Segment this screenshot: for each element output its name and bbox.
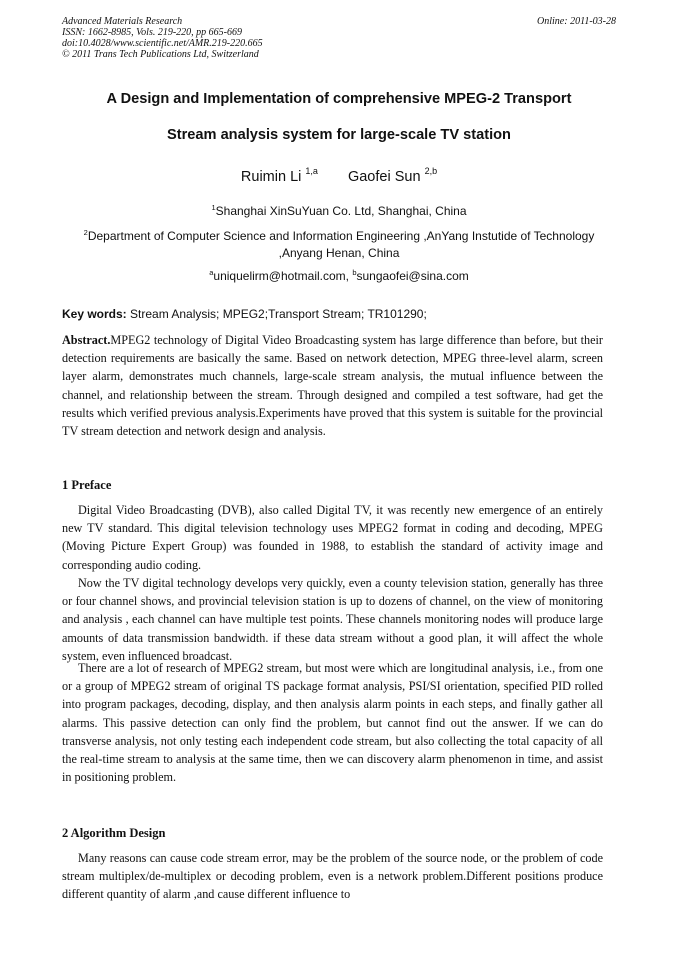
abstract-label: Abstract.: [62, 333, 111, 347]
preface-paragraph-1: Digital Video Broadcasting (DVB), also called Digital TV, it was recently new emergence of an entirely new TV standard. This digital television technology uses MPEG2 format in coding and decoding, MPEG (Moving Picture Expert Group) was founded in 1988, to establish the standard of activity image and corresponding audio coding.: [62, 503, 603, 572]
paper-title-line-2: Stream analysis system for large-scale TV station: [167, 127, 511, 143]
paper-title-line-1: A Design and Implementation of comprehensive MPEG-2 Transport: [106, 91, 572, 107]
affiliation-2-cont: ,Anyang Henan, China: [278, 246, 400, 260]
journal-header: [62, 16, 616, 60]
author-affil-marker: 2,b: [424, 166, 438, 176]
issn-line: ISSN: 1662-8985, Vols. 219-220, pp 665-669: [62, 27, 242, 38]
affiliation-marker: 1: [211, 203, 216, 212]
preface-paragraph-3: There are a lot of research of MPEG2 stream, but most were which are longitudinal analysis, i.e., from one or a group of MPEG2 stream of original TS package format analysis, PSI/SI orientation, specified PID rolled into program packages, decoding, display, and then analysis alarm points in each steps, and finally gather all alarms. This passive detection can only find the problem, but cannot find out the answer. If we can do transverse analysis, not only testing each independent code stream, but also collecting the total capacity of all the real-time stream to analysis at the same time, then we can discovery alarm phenomenon in time, and assist in positioning problem.: [62, 661, 603, 785]
author-name: Ruimin Li: [240, 169, 302, 185]
email-a: uniquelirm@hotmail.com,: [213, 269, 353, 283]
affiliation-text: Department of Computer Science and Information Engineering ,AnYang Instutide of Technology: [87, 229, 595, 243]
keywords: [62, 307, 622, 321]
section-heading-algorithm: 2 Algorithm Design: [62, 826, 166, 840]
abstract-text: MPEG2 technology of Digital Video Broadcasting system has large difference than before, but their detection requirements are basically the same. Based on network detection, MPEG three-level alarm, screen layer alarm, demonstrates much channels, large-scale stream analysis, the mutual influence between the channel, and relationship between the stream. Through designed and compiled a test software, had get the results which verified previous analysis.Experiments have proved that this system is suitable for the provincial TV stream detection and network design and analysis.: [62, 333, 603, 439]
email-b: sungaofei@sina.com: [356, 269, 469, 283]
abstract: [62, 331, 603, 440]
section-heading-preface: 1 Preface: [62, 478, 112, 492]
affiliation-marker: 2: [83, 228, 88, 237]
affiliation-1: [40, 203, 638, 218]
email-marker: b: [352, 268, 357, 277]
affiliation-2: [40, 228, 638, 243]
author-list: [0, 166, 678, 185]
doi-line: doi:10.4028/www.scientific.net/AMR.219-220.665: [62, 38, 263, 49]
keywords-text: Stream Analysis; MPEG2;Transport Stream; TR101290;: [126, 307, 427, 321]
author-name: Gaofei Sun: [347, 169, 421, 185]
email-marker: a: [209, 268, 214, 277]
copyright-line: © 2011 Trans Tech Publications Ltd, Switzerland: [62, 49, 259, 60]
author-emails: [40, 268, 638, 283]
algorithm-paragraph-1: Many reasons can cause code stream error, may be the problem of the source node, or the problem of code stream multiplex/de-multiplex or decoding problem, even is a network problem.Different positions produce different quantity of alarm ,and cause different influence to: [62, 851, 603, 902]
preface-paragraph-2: Now the TV digital technology develops very quickly, even a county television station, generally has three or four channel shows, and provincial television station is up to dozens of channel, on the view of monitoring and analysis , each channel can have multiple test points. These channels monitoring nodes will produce large amounts of data transmission bandwidth. if these data stream without a good plan, it will affect the whole system, even influenced broadcast.: [62, 576, 603, 663]
online-date: Online: 2011-03-28: [537, 16, 616, 27]
keywords-label: Key words:: [62, 307, 127, 321]
author-affil-marker: 1,a: [305, 166, 318, 176]
journal-name: Advanced Materials Research: [62, 16, 183, 27]
affiliation-text: Shanghai XinSuYuan Co. Ltd, Shanghai, China: [215, 204, 467, 218]
